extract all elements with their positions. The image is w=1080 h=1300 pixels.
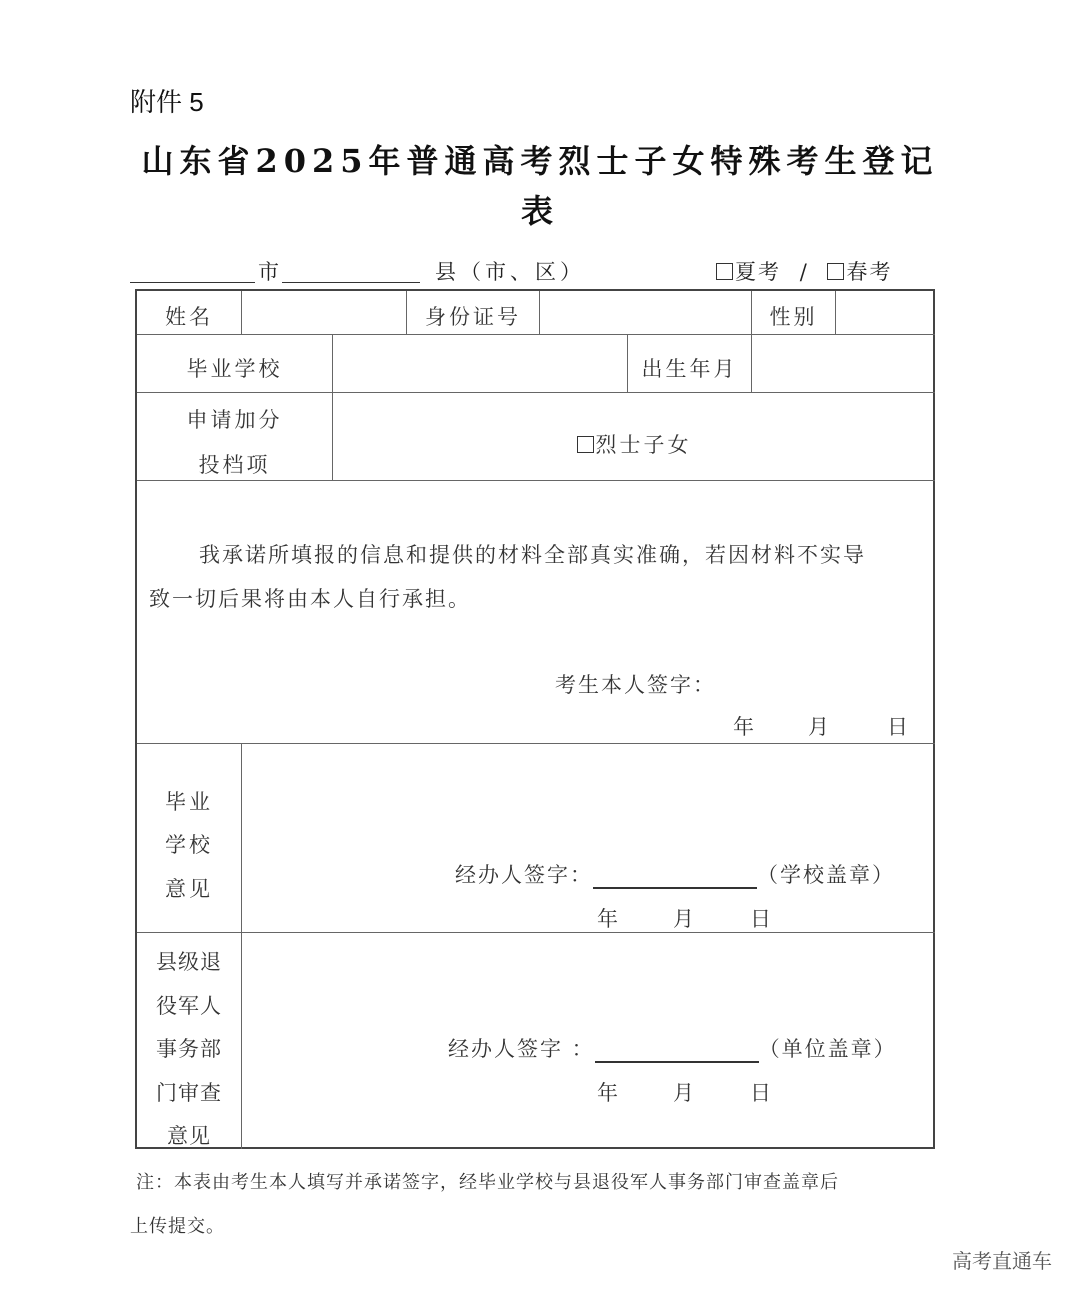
school-opinion-label-3: 意见 (165, 877, 213, 901)
pledge-text-line1: 我承诺所填报的信息和提供的材料全部真实准确，若因材料不实导 (199, 543, 866, 567)
page-title-line2: 表 (520, 192, 559, 230)
veterans-handler-signature-line[interactable] (595, 1041, 759, 1063)
watermark: 高考直通车 (952, 1249, 1052, 1273)
page-title-line1: 山东省2025年普通高考烈士子女特殊考生登记 (141, 142, 939, 180)
pledge-date-month: 月 (808, 715, 831, 739)
school-opinion-label-2: 学校 (165, 833, 213, 857)
pledge-text-line2: 致一切后果将由本人自行承担。 (149, 587, 471, 611)
veterans-opinion-label-5: 意见 (167, 1124, 211, 1148)
row-divider (137, 392, 935, 393)
bonus-item-label-line2: 投档项 (198, 453, 271, 477)
row-divider (137, 743, 935, 744)
school-label: 毕业学校 (186, 357, 283, 381)
row-divider (137, 932, 935, 933)
pledge-date-year: 年 (733, 715, 756, 739)
school-handler-signature (455, 859, 895, 889)
row-divider (137, 480, 935, 481)
school-handler-label: 经办人签字： (455, 863, 593, 887)
name-field[interactable] (242, 291, 406, 334)
veterans-opinion-label-4: 门审查 (156, 1081, 222, 1105)
veterans-seal-label: （单位盖章） (758, 1037, 897, 1061)
veterans-handler-label: 经办人签字 ： (448, 1037, 595, 1061)
veterans-handler-signature (448, 1033, 897, 1063)
city-suffix: 市 (258, 260, 279, 284)
col-divider (241, 743, 242, 1149)
id-number-field[interactable] (540, 291, 751, 334)
gender-label: 性别 (769, 305, 818, 329)
gender-field[interactable] (836, 291, 935, 334)
candidate-signature-label: 考生本人签字： (555, 673, 716, 697)
school-date-month: 月 (673, 907, 696, 931)
school-handler-signature-line[interactable] (593, 867, 757, 889)
birth-date-label: 出生年月 (641, 357, 738, 381)
county-suffix: 县（市、区） (435, 260, 585, 284)
footnote-line2: 上传提交。 (130, 1216, 225, 1237)
pledge-date-day: 日 (887, 715, 910, 739)
attachment-label: 附件 5 (130, 87, 204, 117)
bonus-item-label-line1: 申请加分 (186, 408, 283, 432)
school-date-year: 年 (597, 907, 620, 931)
id-number-label: 身份证号 (425, 305, 521, 329)
footnote-line1: 注：本表由考生本人填写并承诺签字，经毕业学校与县退役军人事务部门审查盖章后 (136, 1172, 839, 1193)
veterans-opinion-label-1: 县级退 (156, 950, 222, 974)
veterans-date-month: 月 (673, 1081, 696, 1105)
registration-form-table (135, 289, 935, 1149)
county-input-line[interactable] (282, 258, 420, 283)
city-input-line[interactable] (130, 258, 255, 283)
martyr-children-option (333, 429, 935, 459)
veterans-date-day: 日 (750, 1081, 773, 1105)
school-seal-label: （学校盖章） (757, 863, 895, 887)
exam-type-separator: / (799, 260, 809, 284)
school-date-day: 日 (750, 907, 773, 931)
martyr-children-label: 烈士子女 (595, 433, 692, 457)
school-opinion-label-1: 毕业 (165, 790, 213, 814)
spring-exam-checkbox[interactable] (827, 263, 844, 280)
veterans-opinion-label-2: 役军人 (156, 994, 222, 1018)
school-field[interactable] (333, 335, 627, 392)
exam-type-group (716, 256, 892, 286)
spring-exam-label: 春考 (846, 260, 893, 284)
martyr-children-checkbox[interactable] (577, 436, 594, 453)
veterans-date-year: 年 (597, 1081, 620, 1105)
summer-exam-checkbox[interactable] (716, 263, 733, 280)
summer-exam-label: 夏考 (735, 260, 781, 284)
name-label: 姓名 (165, 305, 213, 329)
veterans-opinion-label-3: 事务部 (156, 1037, 222, 1061)
birth-date-field[interactable] (752, 335, 935, 392)
